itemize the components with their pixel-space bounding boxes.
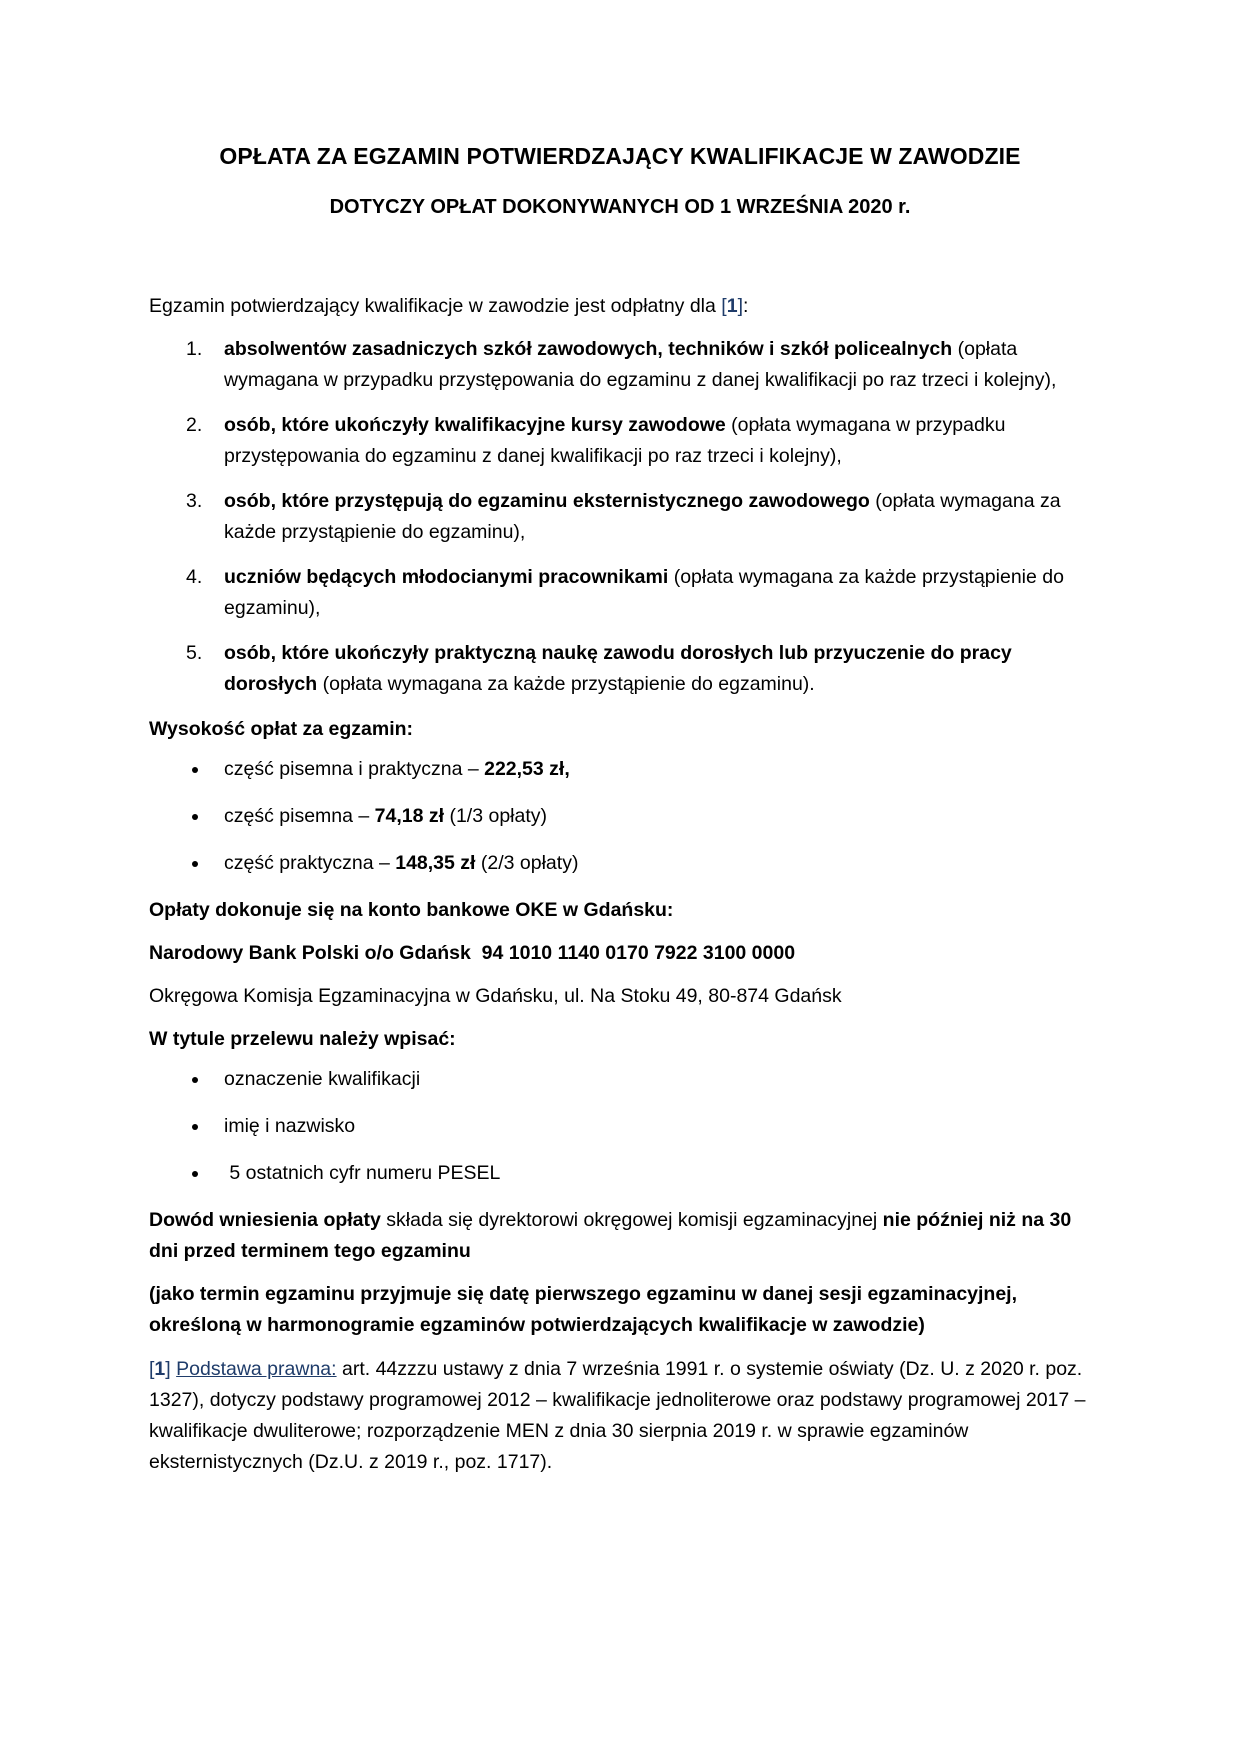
list-item: 5. osób, które ukończyły praktyczną naukę zawodu dorosłych lub przyuczenie do pracy dorosłych (opłata wymagana za każde przystąpienie do egzaminu). [186, 642, 1012, 695]
footnote-ref[interactable]: [1] [721, 295, 743, 317]
bank-account-line: Narodowy Bank Polski o/o Gdańsk 94 1010 1140 0170 7922 3100 0000 [149, 942, 796, 964]
list-item: część pisemna – 74,18 zł (1/3 opłaty) [149, 801, 1091, 832]
footnote: [1] Podstawa prawna: art. 44zzzu ustawy z dnia 7 września 1991 r. o systemie oświaty (Dz. U. z 2020 r. poz. 1327), dotyczy podstawy programowej 2012 – kwalifikacje jednoliterowe oraz podstawy programowej 2017 – kwalifikacje dwuliterowe; rozporządzenie MEN z dnia 30 sierpnia 2019 r. w sprawie egzaminów eksternistycznych (Dz.U. z 2019 r., poz. 1717). [149, 1358, 1086, 1473]
intro-paragraph: Egzamin potwierdzający kwalifikacje w zawodzie jest odpłatny dla [1]: [149, 295, 749, 317]
transfer-heading: W tytule przelewu należy wpisać: [149, 1028, 456, 1050]
page-title: OPŁATA ZA EGZAMIN POTWIERDZAJĄCY KWALIFIKACJE W ZAWODZIE [219, 143, 1021, 169]
document-page [149, 142, 1091, 1478]
account-heading: Opłaty dokonuje się na konto bankowe OKE w Gdańsku: [149, 899, 674, 921]
address-line: Okręgowa Komisja Egzaminacyjna w Gdańsku, ul. Na Stoku 49, 80-874 Gdańsk [149, 985, 842, 1007]
legal-basis-link[interactable]: Podstawa prawna: [176, 1358, 337, 1380]
term-note: (jako termin egzaminu przyjmuje się datę pierwszego egzaminu w danej sesji egzaminacyjnej, określoną w harmonogramie egzaminów potwierdzających kwalifikacje w zawodzie) [149, 1283, 1018, 1336]
list-item: 3. osób, które przystępują do egzaminu eksternistycznego zawodowego (opłata wymagana za każde przystąpienie do egzaminu), [186, 490, 1061, 543]
bullet-icon [192, 767, 198, 773]
bullet-icon [192, 1171, 198, 1177]
page-subtitle: DOTYCZY OPŁAT DOKONYWANYCH OD 1 WRZEŚNIA 2020 r. [329, 196, 911, 218]
list-item: 5 ostatnich cyfr numeru PESEL [149, 1158, 1091, 1189]
intro-text: Egzamin potwierdzający kwalifikacje w zawodzie jest odpłatny dla [149, 295, 722, 317]
list-item: część praktyczna – 148,35 zł (2/3 opłaty) [149, 848, 1091, 879]
bullet-icon [192, 1077, 198, 1083]
bullet-icon [192, 861, 198, 867]
list-item: 4. uczniów będących młodocianymi pracownikami (opłata wymagana za każde przystąpienie do egzaminu), [186, 566, 1064, 619]
list-item: 2. osób, które ukończyły kwalifikacyjne kursy zawodowe (opłata wymagana w przypadku przystępowania do egzaminu z danej kwalifikacji po raz trzeci i kolejny), [186, 414, 1006, 467]
fees-heading: Wysokość opłat za egzamin: [149, 718, 414, 740]
list-item: 1. absolwentów zasadniczych szkół zawodowych, techników i szkół policealnych (opłata wymagana w przypadku przystępowania do egzaminu z danej kwalifikacji po raz trzeci i kolejny), [186, 338, 1057, 391]
fees-list [149, 754, 1091, 879]
list-item: oznaczenie kwalifikacji [149, 1064, 1091, 1095]
bullet-icon [192, 1124, 198, 1130]
transfer-list [149, 1064, 1091, 1189]
list-item: imię i nazwisko [149, 1111, 1091, 1142]
footnote-ref: [1] [149, 1358, 171, 1380]
list-item: część pisemna i praktyczna – 222,53 zł, [149, 754, 1091, 785]
proof-paragraph: Dowód wniesienia opłaty składa się dyrektorowi okręgowej komisji egzaminacyjnej nie później niż na 30 dni przed terminem tego egzaminu [149, 1209, 1072, 1262]
payers-list [149, 334, 1091, 700]
bullet-icon [192, 814, 198, 820]
